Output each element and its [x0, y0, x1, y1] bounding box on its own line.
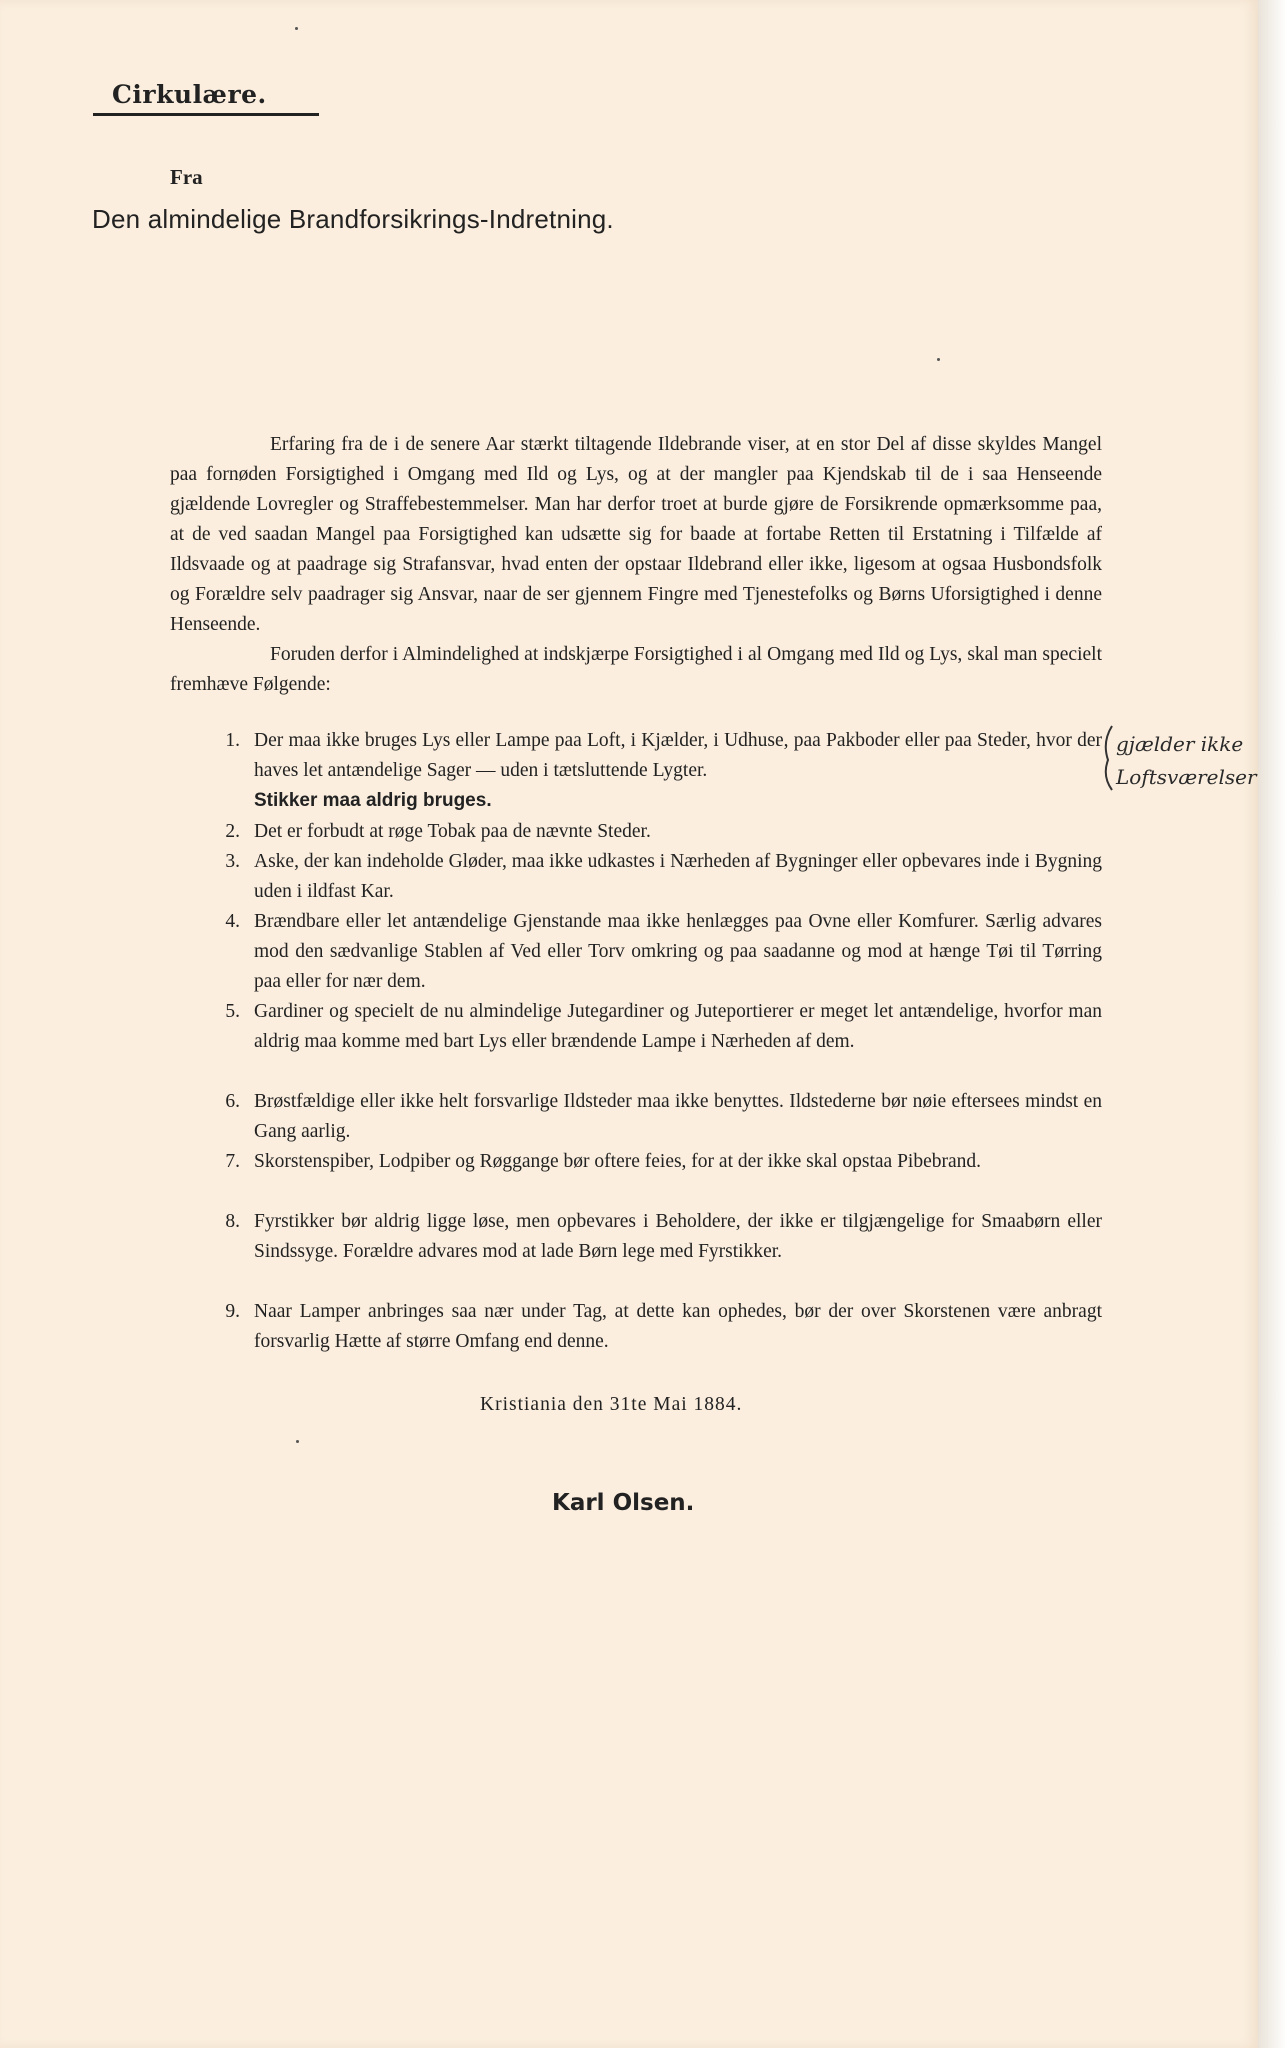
item-number: 1. — [225, 730, 240, 751]
margin-note-line1: gjælder ikke — [1116, 732, 1244, 756]
item-number: 3. — [225, 851, 240, 872]
intro-paragraph: Erfaring fra de i de senere Aar stærkt tiltagende Ildebrande viser, at en stor Del af disse skyldes Mangel paa fornøden Forsigtighed i Omgang med Ild og Lys, og at der mangler paa Kjendskab til de i saa Henseende gjældende Lovregler og Straffebestemmelser. Man har derfor troet at burde gjøre de Forsikrende opmærksomme paa, at de ved saadan Mangel paa Forsigtighed kan udsætte sig for baade at fortabe Retten til Erstatning i Tilfælde af Ildsvaade og at paadrage sig Strafansvar, hvad enten der opstaar Ildebrand eller ikke, ligesom at ogsaa Husbondsfolk og Forældre selv paadrager sig Ansvar, naar de ser gjennem Fingre med Tjenestefolks og Børns Uforsigtighed i denne Henseende. — [170, 434, 1102, 635]
item-text: Fyrstikker bør aldrig ligge løse, men opbevares i Beholdere, der ikke er tilgjængelige for Smaabørn eller Sindssyge. Forældre advares mod at lade Børn lege med Fyrstikker. — [254, 1211, 1102, 1262]
paper-speck — [296, 1440, 299, 1443]
item-body — [254, 726, 1102, 816]
item-emphasis: Stikker maa aldrig bruges. — [254, 790, 492, 811]
paper-speck — [937, 358, 940, 361]
item-text: Aske, der kan indeholde Gløder, maa ikke udkastes i Nærheden af Bygninger eller opbevares inde i Bygning uden i ildfast Kar. — [254, 851, 1102, 902]
item-text: Skorstenspiber, Lodpiber og Røggange bør oftere feies, for at der ikke skal opstaa Pibebrand. — [254, 1151, 982, 1172]
item-text: Naar Lamper anbringes saa nær under Tag, at dette kan ophedes, bør der over Skorstenen være anbragt forsvarlig Hætte af større Omfang end denne. — [254, 1301, 1102, 1352]
item-text: Det er forbudt at røge Tobak paa de nævnte Steder. — [254, 821, 651, 842]
institution-name: Den almindelige Brandforsikrings-Indretning. — [92, 204, 614, 234]
item-text: Brøstfældige eller ikke helt forsvarlige Ildsteder maa ikke benyttes. Ildstederne bør nøie eftersees mindst en Gang aarlig. — [254, 1091, 1102, 1142]
item-number: 8. — [225, 1211, 240, 1232]
item-number: 7. — [225, 1151, 240, 1172]
item-text: Der maa ikke bruges Lys eller Lampe paa Loft, i Kjælder, i Udhuse, paa Pakboder eller paa Steder, hvor der haves let antændelige Sager — uden i tætsluttende Lygter. — [254, 730, 1102, 781]
handwritten-margin-note — [1098, 722, 1258, 794]
item-number: 6. — [225, 1091, 240, 1112]
circular-body — [170, 430, 1102, 700]
from-label: Fra — [170, 165, 203, 189]
signature: Karl Olsen. — [552, 1490, 695, 1516]
page-edge — [1258, 0, 1287, 2048]
margin-note-line2: Loftsværelser — [1116, 765, 1257, 789]
document-heading: Cirkulære. — [112, 80, 267, 109]
item-number: 9. — [225, 1301, 240, 1322]
paper-speck — [295, 27, 298, 30]
item-number: 2. — [225, 821, 240, 842]
second-paragraph: Foruden derfor i Almindelighed at indskjærpe Forsigtighed i al Omgang med Ild og Lys, skal man specielt fremhæve Følgende: — [170, 644, 1102, 695]
item-text: Brændbare eller let antændelige Gjenstande maa ikke henlægges paa Ovne eller Komfurer. Særlig advares mod den sædvanlige Stablen af Ved eller Torv omkring og paa saadanne og mod at hænge Tøi til Tørring paa eller for nær dem. — [254, 911, 1102, 992]
heading-underline — [93, 113, 319, 116]
item-text: Gardiner og specielt de nu almindelige Jutegardiner og Juteportierer er meget let antændelige, hvorfor man aldrig maa komme med bart Lys eller brændende Lampe i Nærheden af dem. — [254, 1001, 1102, 1052]
date-line: Kristiania den 31te Mai 1884. — [480, 1394, 743, 1415]
item-number: 5. — [225, 1001, 240, 1022]
item-number: 4. — [225, 911, 240, 932]
